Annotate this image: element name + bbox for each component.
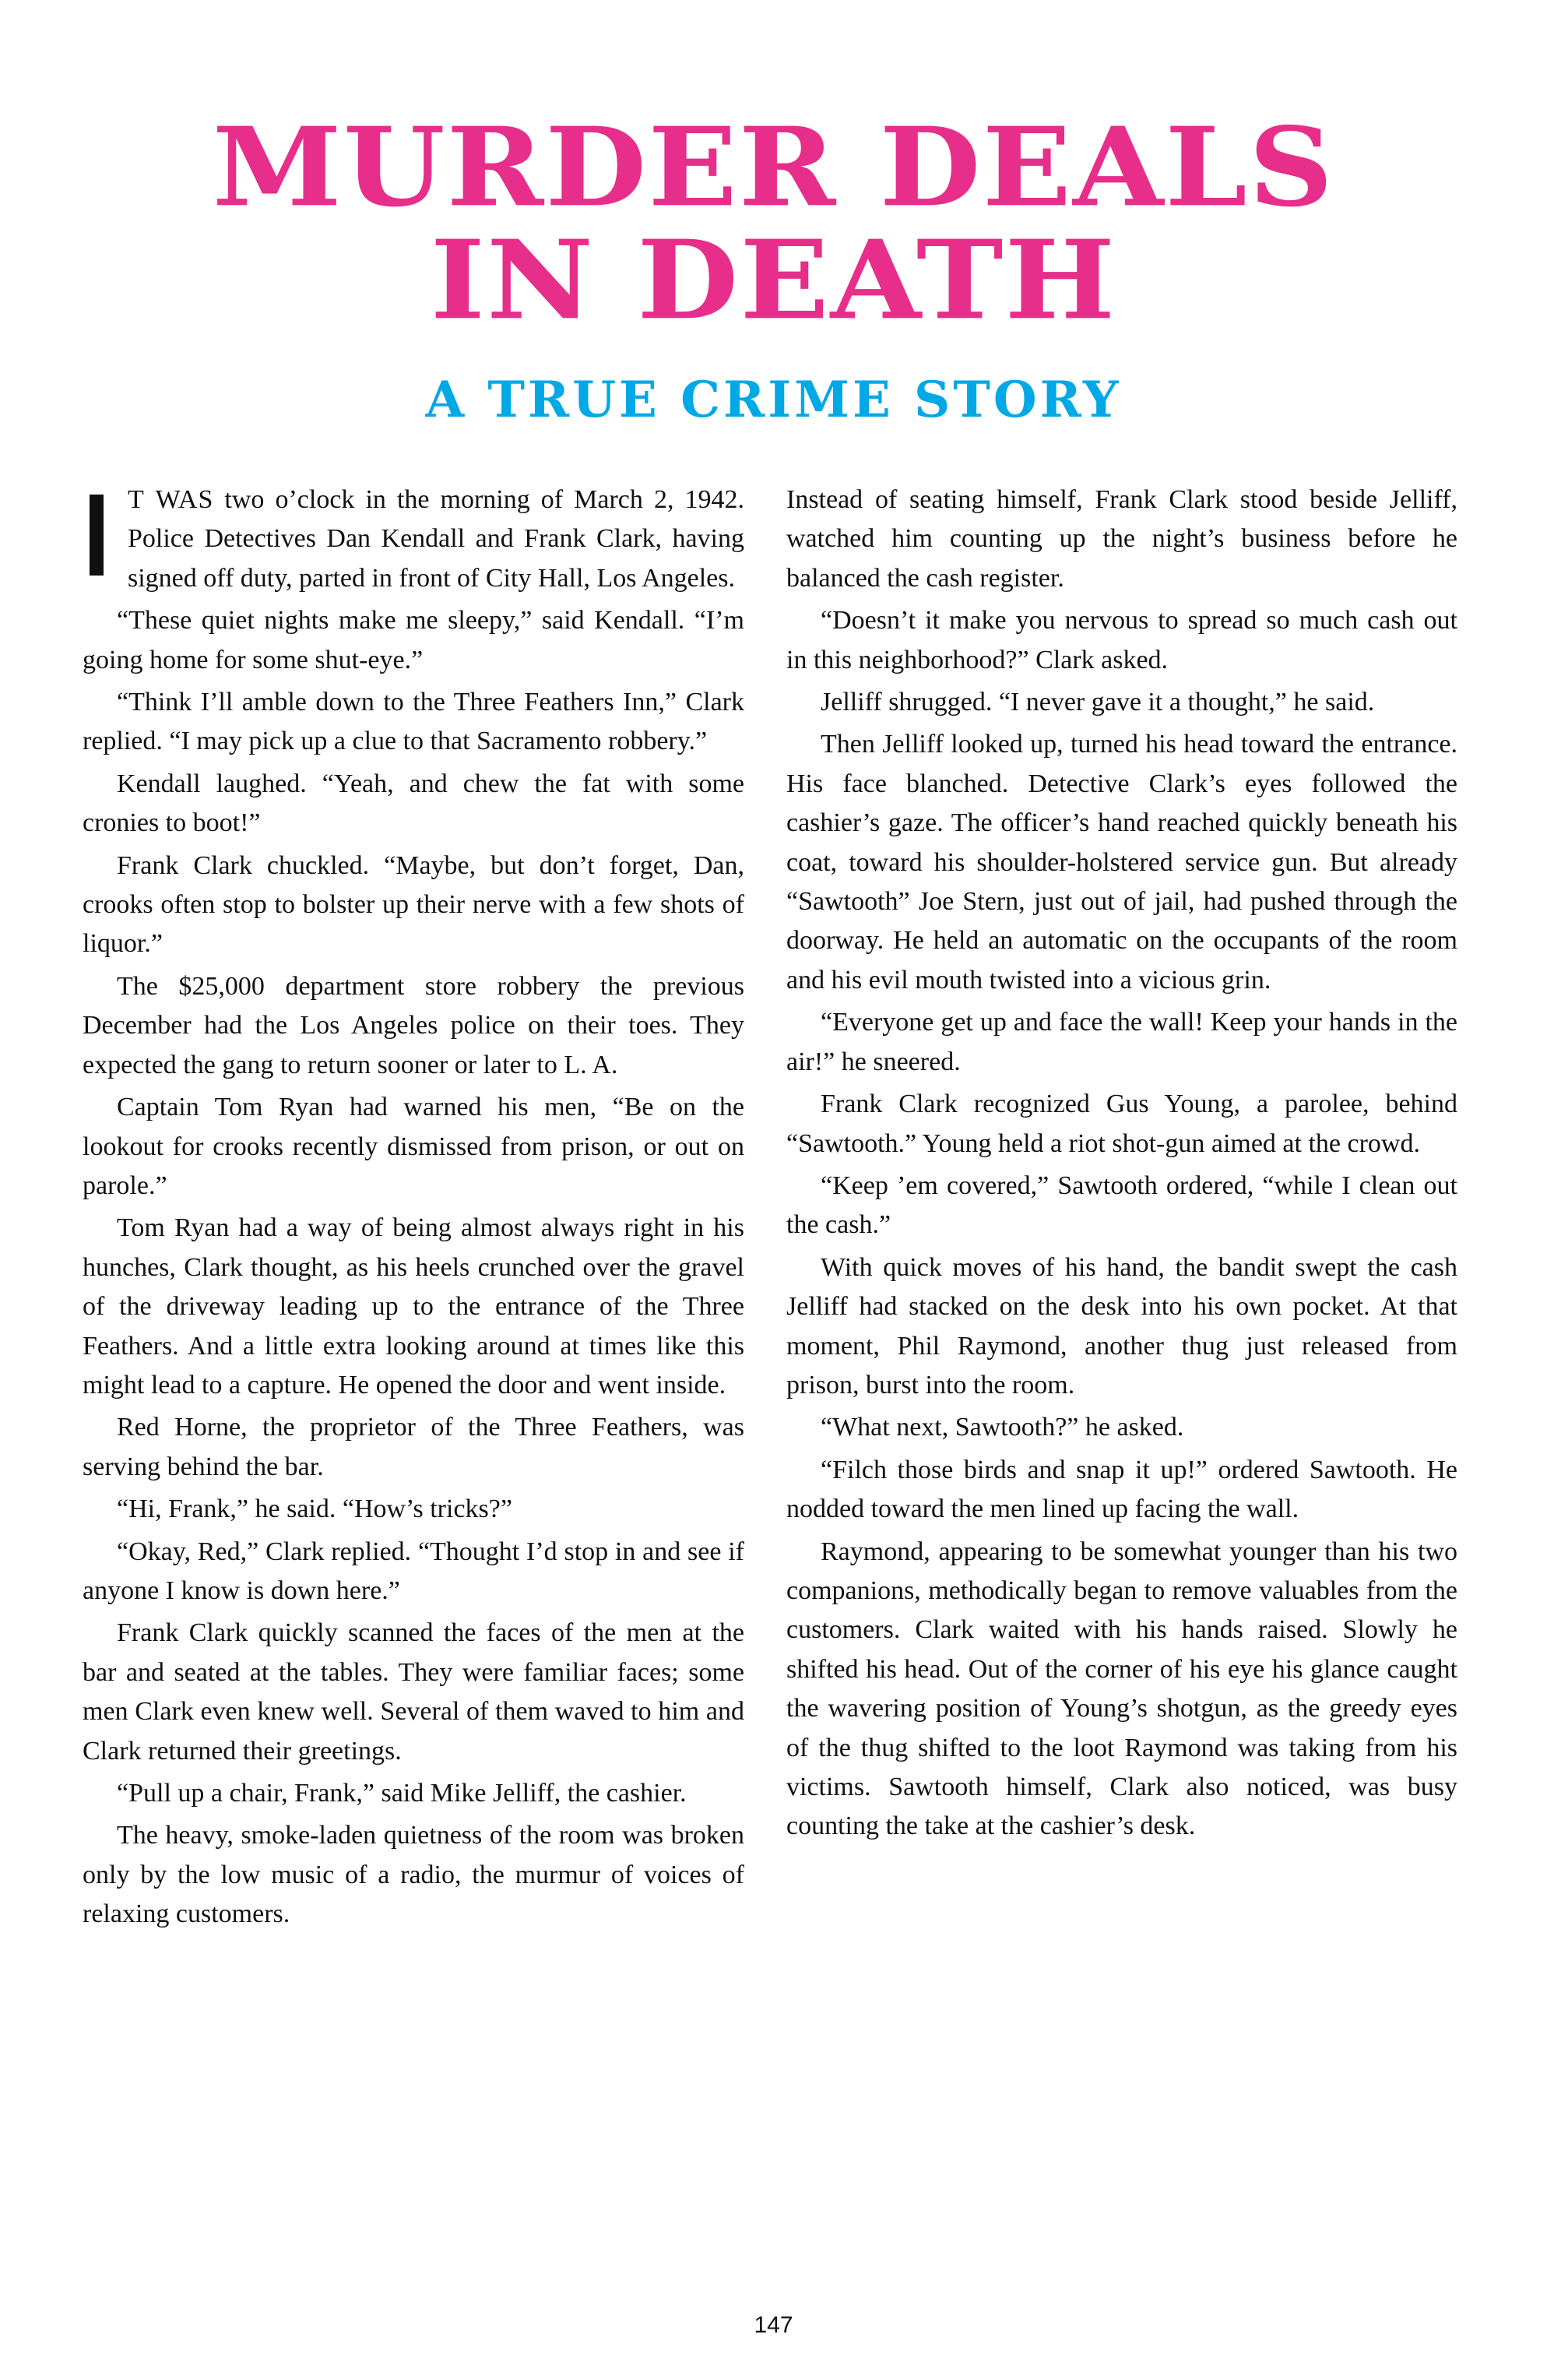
paragraph: “Hi, Frank,” he said. “How’s tricks?” [117,1495,512,1524]
paragraph: Then Jelliff looked up, turned his head toward the entrance. His face blanched. Detective Clark’s eyes followed the cashier’s gaze. The officer’s hand reached quickly beneath his coat, toward his shoulder-holstered service gun. But already “Sawtooth” Joe Stern, just out of jail, had pushed through the doorway. He held an automatic on the occupants of the room and his evil mouth twisted into a vicious grin. [786,730,1457,995]
paragraph: “These quiet nights make me sleepy,” said Kendall. “I’m going home for some shut-eye.” [83,606,744,674]
story-title-line-1: MURDER DEALS [212,104,1335,231]
right-text-column [786,481,1457,1850]
paragraph: The $25,000 department store robbery the previous December had the Los Angeles police on their toes. They expected the gang to return sooner or later to L. A. [83,971,744,1079]
story-subtitle: A TRUE CRIME STORY [425,371,1122,429]
paragraph: Frank Clark chuckled. “Maybe, but don’t forget, Dan, crooks often stop to bolster up their nerve with a few shots of liquor.” [83,850,744,959]
paragraph: “Filch those birds and snap it up!” ordered Sawtooth. He nodded toward the men lined up facing the wall. [786,1455,1457,1524]
paragraph: “Pull up a chair, Frank,” said Mike Jelliff, the cashier. [117,1779,687,1808]
drop-cap [83,488,114,576]
paragraph: With quick moves of his hand, the bandit swept the cash Jelliff had stacked on the desk into his own pocket. At that moment, Phil Raymond, another thug just released from prison, burst into the room. [786,1252,1457,1399]
drop-cap-letter-i [90,495,104,576]
paragraph: The heavy, smoke-laden quietness of the room was broken only by the low music of a radio, the murmur of voices of relaxing customers. [83,1821,744,1929]
paragraph: Jelliff shrugged. “I never gave it a thought,” he said. [821,688,1375,717]
opening-paragraph [83,481,744,598]
paragraph: Red Horne, the proprietor of the Three Feathers, was serving behind the bar. [83,1413,744,1481]
paragraph: Raymond, appearing to be somewhat younger than his two companions, methodically began to remove valuables from the customers. Clark waited with his hands raised. Slowly he shifted his head. Out of the corner of his eye his glance caught the wavering position of Young’s shotgun, as the greedy eyes of the thug shifted to the loot Raymond was taking from his victims. Sawtooth himself, Clark also noticed, was busy counting the take at the cashier’s desk. [786,1537,1457,1841]
paragraph: “Okay, Red,” Clark replied. “Thought I’d stop in and see if anyone I know is down here.” [83,1537,744,1605]
paragraph: Captain Tom Ryan had warned his men, “Be on the lookout for crooks recently dismissed from prison, or out on parole.” [83,1093,744,1200]
paragraph: Kendall laughed. “Yeah, and chew the fat with some cronies to boot!” [83,769,744,838]
paragraph: “Keep ’em covered,” Sawtooth ordered, “while I clean out the cash.” [786,1171,1457,1240]
paragraph: Tom Ryan had a way of being almost always right in his hunches, Clark thought, as his heels crunched over the gravel of the driveway leading up to the entrance of the Three Feathers. And a little extra looking around at times like this might lead to a capture. He opened the door and went inside. [83,1213,744,1399]
page-number: 147 [754,2312,793,2338]
story-title-line-2: IN DEATH [430,217,1117,344]
left-text-column [83,481,744,1938]
paragraph: “What next, Sawtooth?” he asked. [821,1413,1184,1442]
paragraph: “Everyone get up and face the wall! Keep your hands in the air!” he sneered. [786,1008,1457,1076]
paragraph: Frank Clark recognized Gus Young, a parolee, behind “Sawtooth.” Young held a riot shot-gun aimed at the crowd. [786,1090,1457,1158]
opening-lead-caps: T WAS [128,485,214,514]
paragraph: “Think I’ll amble down to the Three Feathers Inn,” Clark replied. “I may pick up a clue to that Sacramento robbery.” [83,688,744,756]
opening-text: two o’clock in the morning of March 2, 1942. Police Detectives Dan Kendall and Frank Clark, having signed off duty, parted in front of City Hall, Los Angeles. [128,485,744,593]
continued-paragraph: Instead of seating himself, Frank Clark stood beside Jelliff, watched him counting up the night’s business before he balanced the cash register. [786,485,1457,593]
paragraph: Frank Clark quickly scanned the faces of the men at the bar and seated at the tables. They were familiar faces; some men Clark even knew well. Several of them waved to him and Clark returned their greetings. [83,1618,744,1766]
paragraph: “Doesn’t it make you nervous to spread so much cash out in this neighborhood?” Clark asked. [786,606,1457,674]
